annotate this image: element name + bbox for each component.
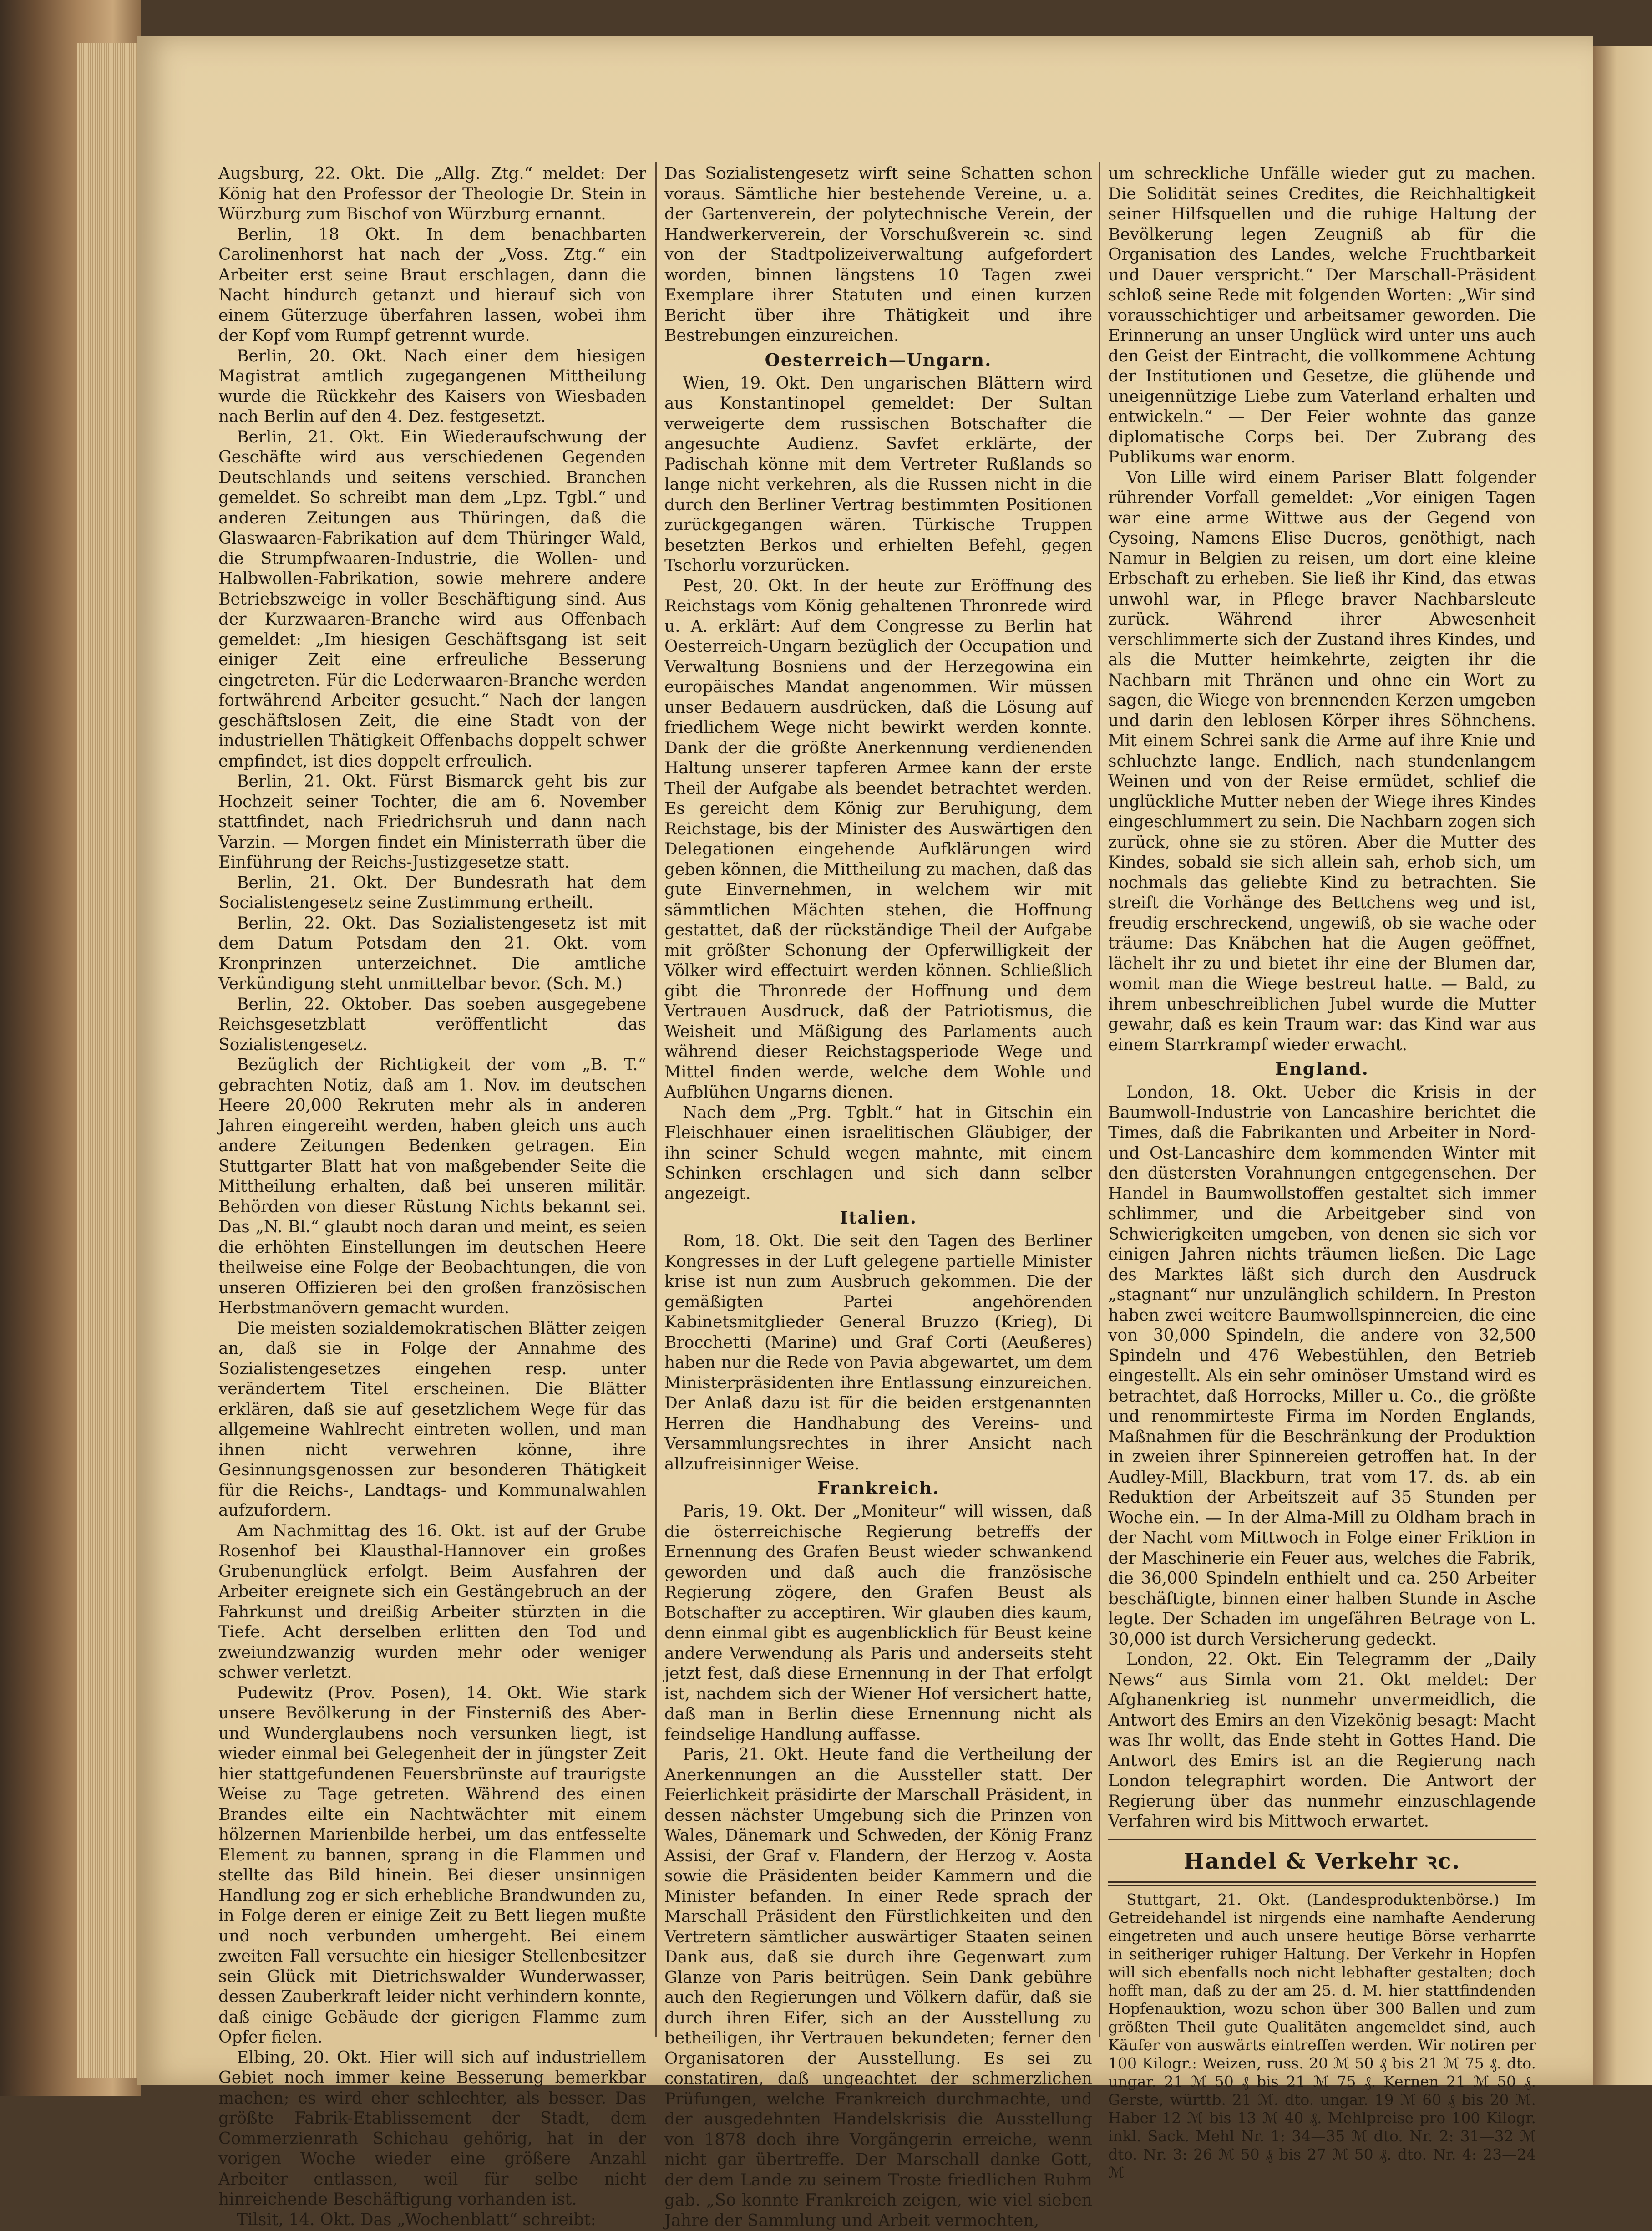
news-paragraph: Wien, 19. Okt. Den ungarischen Blättern wird aus Konstantinopel gemeldet: Der Sultan verweigerte dem russischen Botschafter die angesuchte Audienz. Savfet erklärte, der Padischah könne mit dem Vertreter Rußlands so lange nicht verkehren, als die Russen nicht in die durch den Berliner Vertrag bestimmten Positionen zurückgegangen wären. Türkische Truppen besetzten Berkos und erhielten Befehl, gegen Tschorlu vorzurücken. xyxy=(664,374,1092,575)
page-stack-edge xyxy=(77,43,141,2078)
news-paragraph: Berlin, 22. Oktober. Das soeben ausgegebene Reichsgesetzblatt veröffentlicht das Sozialistengesetz. xyxy=(218,995,646,1054)
news-paragraph: Berlin, 21. Okt. Ein Wiederaufschwung der Geschäfte wird aus verschiedenen Gegenden Deutschlands und seitens verschied. Branchen gemeldet. So schreibt man dem „Lpz. Tgbl.“ und anderen Zeitungen aus Thüringen, daß die Glaswaaren-Fabrikation auf dem Thüringer Wald, die Strumpfwaaren-Industrie, die Wollen- und Halbwollen-Fabrikation, sowie mehrere andere Betriebszweige in voller Beschäftigung sind. Aus der Kurzwaaren-Branche wird aus Offenbach gemeldet: „Im hiesigen Geschäftsgang ist seit einiger Zeit eine erfreuliche Besserung eingetreten. Für die Lederwaaren-Branche werden fortwährend Arbeiter gesucht.“ Nach der langen geschäftslosen Zeit, die eine Stadt von der industriellen Thätigkeit Offenbachs doppelt schwer empfindet, ist dies doppelt erfreulich. xyxy=(218,427,646,771)
news-paragraph: Paris, 19. Okt. Der „Moniteur“ will wissen, daß die österreichische Regierung betreffs der Ernennung des Grafen Beust wieder schwankend geworden und daß auch die französische Regierung zögere, den Grafen Beust als Botschafter zu acceptiren. Wir glauben dies kaum, denn einmal gibt es augenblicklich für Beust keine andere Verwendung als Paris und anderseits steht jetzt fest, daß diese Ernennung in der That erfolgt ist, nachdem sich der Wiener Hof versichert hatte, daß man in Berlin diese Ernennung nicht als feindselige Handlung auffasse. xyxy=(664,1502,1092,1744)
news-paragraph: Elbing, 20. Okt. Hier will sich auf industriellem Gebiet noch immer keine Besserung bemerkbar machen; es wird eher schlechter, als besser. Das größte Fabrik-Etablissement der Stadt, dem Commerzienrath Schichau gehörig, hat in der vorigen Woche wieder eine größere Anzahl Arbeiter entlassen, weil für selbe nicht hinreichende Beschäftigung vorhanden ist. xyxy=(218,2048,646,2209)
news-paragraph: Das Sozialistengesetz wirft seine Schatten schon voraus. Sämtliche hier bestehende Vereine, u. a. der Gartenverein, der polytechnische Verein, der Handwerkerverein, der Vorschußverein ꝛc. sind von der Stadtpolizeiverwaltung aufgefordert worden, binnen längstens 10 Tagen zwei Exemplare ihrer Statuten und einen kurzen Bericht über ihre Thätigkeit und ihre Bestrebungen einzureichen. xyxy=(664,164,1092,345)
news-paragraph: Pest, 20. Okt. In der heute zur Eröffnung des Reichstags vom König gehaltenen Thronrede wird u. A. erklärt: Auf dem Congresse zu Berlin hat Oesterreich-Ungarn bezüglich der Occupation und Verwaltung Bosniens und der Herzegowina ein europäisches Mandat angenommen. Wir müssen unser Bedauern ausdrücken, daß die Lösung auf friedlichem Wege nicht bewirkt werden konnte. Dank der die größte Anerkennung verdienenden Haltung unserer tapferen Armee kann der erste Theil der Aufgabe als beendet betrachtet werden. Es gereicht dem König zur Beruhigung, dem Reichstage, bis der Minister des Auswärtigen den Delegationen eingehende Aufklärungen wird geben können, die Mittheilung zu machen, daß das gute Einvernehmen, in welchem wir mit sämmtlichen Mächten stehen, die Hoffnung gestattet, daß der rückständige Theil der Aufgabe mit größter Schonung der Opferwilligkeit der Völker wird effectuirt werden können. Schließlich gibt die Thronrede der Hoffnung und dem Vertrauen Ausdruck, daß der Patriotismus, die Weisheit und Mäßigung des Parlaments auch während dieser Reichstagsperiode Wege und Mittel finden werde, welche dem Wohle und Aufblühen Ungarns dienen. xyxy=(664,576,1092,1102)
news-paragraph: Berlin, 21. Okt. Der Bundesrath hat dem Socialistengesetz seine Zustimmung ertheilt. xyxy=(218,873,646,912)
news-paragraph: Paris, 21. Okt. Heute fand die Vertheilung der Anerkennungen an die Aussteller statt. Der Feierlichkeit präsidirte der Marschall Präsident, in dessen nächster Umgebung sich die Prinzen von Wales, Dänemark und Schweden, der König Franz Assisi, der Graf v. Flandern, der Herzog v. Aosta sowie die Präsidenten beider Kammern und die Minister befanden. In einer Rede sprach der Marschall Präsident den Fürstlichkeiten und den Vertretern sämtlicher auswärtiger Staaten seinen Dank aus, daß sie durch ihre Gegenwart zum Glanze von Paris beitrügen. Sein Dank gebühre auch den Regierungen und Völkern dafür, daß sie durch ihren Eifer, sich an der Ausstellung zu betheiligen, ihr Vertrauen bekundeten; ferner den Organisatoren der Ausstellung. Es sei zu constatiren, daß ungeachtet der schmerzlichen Prüfungen, welche Frankreich durchmachte, und der ausgedehnten Handelskrisis die Ausstellung von 1878 doch ihre Vorgängerin erreiche, wenn nicht gar übertreffe. Der Marschall danke Gott, der dem Lande zu seinem Troste friedlichen Ruhm gab. „So konnte Frankreich zeigen, wie viel sieben Jahre der Sammlung und Arbeit vermochten, xyxy=(664,1745,1092,2230)
market-report: Stuttgart, 21. Okt. (Landesproduktenbörse.) Im Getreidehandel ist nirgends eine namhafte Aenderung eingetreten und auch unsere heutige Börse verharrte in seitheriger ruhiger Haltung. Der Verkehr in Hopfen will sich ebenfalls noch nicht lebhafter gestalten; doch hofft man, daß zu der am 25. d. M. hier stattfindenden Hopfenauktion, wozu schon über 300 Ballen und zum größten Theil gute Qualitäten angemeldet sind, auch Käufer von auswärts eintreffen werden. Wir notiren per 100 Kilogr.: Weizen, russ. 20 ℳ 50 ₰ bis 21 ℳ 75 ₰. dto. ungar. 21 ℳ 50 ₰ bis 21 ℳ 75 ₰. Kernen 21 ℳ 50 ₰. Gerste, württb. 21 ℳ. dto. ungar. 19 ℳ 60 ₰ bis 20 ℳ. Haber 12 ℳ bis 13 ℳ 40 ₰. Mehlpreise pro 100 Kilogr. inkl. Sack. Mehl Nr. 1: 34—35 ℳ dto. Nr. 2: 31—32 ℳ dto. Nr. 3: 26 ℳ 50 ₰ bis 27 ℳ 50 ₰. dto. Nr. 4: 23—24 ℳ xyxy=(1108,1890,1536,2181)
news-paragraph: London, 18. Okt. Ueber die Krisis in der Baumwoll-Industrie von Lancashire berichtet die Times, daß die Fabrikanten und Arbeiter in Nord- und Ost-Lancashire dem kommenden Winter mit den düstersten Vorahnungen entgegensehen. Der Handel in Baumwollstoffen gestaltet sich immer schlimmer, und die Arbeitgeber sind von Schwierigkeiten umgeben, von denen sie sich vor einigen Jahren nichts träumen ließen. Die Lage des Marktes läßt sich durch den Ausdruck „stagnant“ nur unzulänglich schildern. In Preston haben zwei weitere Baumwollspinnereien, die eine von 30,000 Spindeln, die andere von 32,500 Spindeln und 476 Webestühlen, den Betrieb eingestellt. Als ein sehr ominöser Umstand wird es betrachtet, daß Horrocks, Miller u. Co., die größte und renommirteste Firma im Norden Englands, Maßnahmen für die Beschränkung der Produktion in zweien ihrer Spinnereien getroffen hat. In der Audley-Mill, Blackburn, trat vom 17. ds. ab ein Reduktion der Arbeitszeit auf 35 Stunden per Woche ein. — In der Alma-Mill zu Oldham brach in der Nacht vom Mittwoch in Folge einer Friktion in der Maschinerie ein Feuer aus, welches die Fabrik, die 36,000 Spindeln enthielt und ca. 250 Arbeiter beschäftigte, binnen einer halben Stunde in Asche legte. Der Schaden im ungefähren Betrage von L. 30,000 ist durch Versicherung gedeckt. xyxy=(1108,1083,1536,1649)
section-heading: England. xyxy=(1275,1058,1369,1079)
news-paragraph: Berlin, 22. Okt. Das Sozialistengesetz ist mit dem Datum Potsdam den 21. Okt. vom Kronprinzen unterzeichnet. Die amtliche Verkündigung steht unmittelbar bevor. (Sch. M.) xyxy=(218,914,646,993)
news-paragraph: Tilsit, 14. Okt. Das „Wochenblatt“ schreibt: xyxy=(237,2210,596,2229)
column-rule xyxy=(655,162,657,2037)
news-paragraph: Pudewitz (Prov. Posen), 14. Okt. Wie stark unsere Bevölkerung in der Finsterniß des Aber- und Wunderglaubens noch versunken liegt, ist wieder einmal bei Gelegenheit der in jüngster Zeit hier stattgefundenen Feuersbrünste auf traurigste Weise zu Tage getreten. Während des einen Brandes eilte ein Nachtwächter mit einem hölzernen Marienbilde herbei, um das entfesselte Element zu bannen, sprang in die Flammen und stellte das Bild hinein. Bei dieser unsinnigen Handlung zog er sich erhebliche Brandwunden zu, in Folge deren er einige Zeit zu Bett liegen mußte und noch verbunden umhergeht. Bei einem zweiten Fall versuchte ein hiesiger Stellenbesitzer sein Glück mit Dietrichswalder Wunderwasser, dessen Zauberkraft leider nicht verhindern konnte, daß einige Gebäude der gierigen Flamme zum Opfer fielen. xyxy=(218,1683,646,2047)
section-heading: Italien. xyxy=(840,1207,917,1228)
column-rule xyxy=(1099,162,1100,2037)
facing-page-edge xyxy=(1593,46,1652,2085)
news-paragraph: Berlin, 18 Okt. In dem benachbarten Carolinenhorst hat nach der „Voss. Ztg.“ ein Arbeiter erst seine Braut erschlagen, dann die Nacht hindurch getanzt und hierauf sich von einem Güterzuge überfahren lassen, wobei ihm der Kopf vom Rumpf getrennt wurde. xyxy=(218,225,646,345)
news-paragraph: Berlin, 21. Okt. Fürst Bismarck geht bis zur Hochzeit seiner Tochter, die am 6. November stattfindet, nach Friedrichsruh und dann nach Varzin. — Morgen findet ein Ministerrath über die Einführung der Reichs-Justizgesetze statt. xyxy=(218,772,646,872)
news-paragraph: London, 22. Okt. Ein Telegramm der „Daily News“ aus Simla vom 21. Okt meldet: Der Afghanenkrieg ist nunmehr unvermeidlich, die Antwort des Emirs an den Vizekönig besagt: Macht was Ihr wollt, das Ende steht in Gottes Hand. Die Antwort des Emirs ist an die Regierung nach London telegraphirt worden. Die Antwort der Regierung über das nunmehr einzuschlagende Verfahren wird bis Mittwoch erwartet. xyxy=(1108,1650,1536,1831)
column-3 xyxy=(1108,164,1536,2181)
news-paragraph: Die meisten sozialdemokratischen Blätter zeigen an, daß sie in Folge der Annahme des Sozialistengesetzes eingehen resp. unter verändertem Titel erscheinen. Die Blätter erklären, daß sie auf gesetzlichem Wege für das allgemeine Wahlrecht eintreten wollen, und man ihnen nicht verwehren könne, ihre Gesinnungsgenossen zur besonderen Thätigkeit für die Reichs-, Landtags- und Kommunalwahlen aufzufordern. xyxy=(218,1319,646,1520)
news-paragraph: um schreckliche Unfälle wieder gut zu machen. Die Solidität seines Credites, die Reichhaltigkeit seiner Hilfsquellen und die ruhige Haltung der Bevölkerung legen Zeugniß ab für die Organisation des Landes, welche Fruchtbarkeit und Dauer verspricht.“ Der Marschall-Präsident schloß seine Rede mit folgenden Worten: „Wir sind vorausschichtiger und arbeitsamer geworden. Die Erinnerung an unser Unglück wird unter uns auch den Geist der Eintracht, die vollkommene Achtung der Institutionen und Gesetze, die glühende und uneigennützige Liebe zum Vaterland erhalten und entwickeln.“ — Der Feier wohnte das ganze diplomatische Corps bei. Der Zubrang des Publikums war enorm. xyxy=(1108,164,1536,467)
news-paragraph: Bezüglich der Richtigkeit der vom „B. T.“ gebrachten Notiz, daß am 1. Nov. im deutschen Heere 20,000 Rekruten mehr als in anderen Jahren eingereiht werden, haben gleich uns auch andere Zeitungen Bedenken getragen. Ein Stuttgarter Blatt hat von maßgebender Seite die Mittheilung erhalten, daß bei unseren militär. Behörden von dieser Rüstung Nichts bekannt sei. Das „N. Bl.“ glaubt noch daran und meint, es seien die erhöhten Einstellungen im deutschen Heere theilweise eine Folge der Beobachtungen, die von unseren Offizieren bei den großen französischen Herbstmanövern gemacht wurden. xyxy=(218,1056,646,1317)
news-paragraph: Berlin, 20. Okt. Nach einer dem hiesigen Magistrat amtlich zugegangenen Mittheilung wurde die Rückkehr des Kaisers von Wiesbaden nach Berlin auf den 4. Dez. festgesetzt. xyxy=(218,346,646,426)
news-paragraph: Augsburg, 22. Okt. Die „Allg. Ztg.“ meldet: Der König hat den Professor der Theologie Dr. Stein in Würzburg zum Bischof von Würzburg ernannt. xyxy=(218,164,646,224)
news-paragraph: Nach dem „Prg. Tgblt.“ hat in Gitschin ein Fleischhauer einen israelitischen Gläubiger, der ihn seiner Schuld wegen mahnte, mit einem Schinken erschlagen und sich dann selber angezeigt. xyxy=(664,1103,1092,1203)
news-paragraph: Von Lille wird einem Pariser Blatt folgender rührender Vorfall gemeldet: „Vor einigen Tagen war eine arme Wittwe aus der Gegend von Cysoing, Namens Elise Ducros, genöthigt, nach Namur in Belgien zu reisen, um dort eine kleine Erbschaft zu erheben. Sie ließ ihr Kind, das etwas unwohl war, in Pflege braver Nachbarsleute zurück. Während ihrer Abwesenheit verschlimmerte sich der Zustand ihres Kindes, und als die Mutter heimkehrte, zeigten ihr die Nachbarn mit Thränen und ohne ein Wort zu sagen, die Wiege von brennenden Kerzen umgeben und darin den leblosen Körper ihres Söhnchens. Mit einem Schrei sank die Arme auf ihre Knie und schluchzte lange. Endlich, nach stundenlangem Weinen und von der Reise ermüdet, schlief die unglückliche Mutter neben der Wiege ihres Kindes eingeschlummert zu sein. Die Nachbarn zogen sich zurück, ohne sie zu stören. Aber die Mutter des Kindes, sobald sie sich allein sah, erhob sich, um nochmals das geliebte Kind zu betrachten. Sie streift die Vorhänge des Bettchens weg und ist, freudig erschreckend, ungewiß, ob sie wache oder träume: Das Knäbchen hat die Augen geöffnet, lächelt ihr zu und bietet ihr eine der Blumen dar, womit man die Wiege bestreut hatte. — Bald, zu ihrem unbeschreiblichen Jubel wurde die Mutter gewahr, daß es kein Traum war: das Kind war aus einem Starrkrampf wieder erwacht. xyxy=(1108,468,1536,1054)
column-2 xyxy=(664,164,1092,2230)
column-1 xyxy=(218,164,646,2229)
section-divider xyxy=(1108,1839,1536,1843)
news-paragraph: Am Nachmittag des 16. Okt. ist auf der Grube Rosenhof bei Klausthal-Hannover ein großes Grubenunglück erfolgt. Beim Ausfahren der Arbeiter ereignete sich ein Gestängebruch an der Fahrkunst und dreißig Arbeiter stürzten in die Tiefe. Acht derselben erlitten den Tod und zweiundzwanzig wurden mehr oder weniger schwer verletzt. xyxy=(218,1521,646,1682)
news-paragraph: Rom, 18. Okt. Die seit den Tagen des Berliner Kongresses in der Luft gelegene partielle Minister krise ist nun zum Ausbruch gekommen. Die der gemäßigten Partei angehörenden Kabinetsmitglieder General Bruzzo (Krieg), Di Brocchetti (Marine) und Graf Corti (Aeußeres) haben nur die Rede von Pavia abgewartet, um dem Ministerpräsidenten ihre Entlassung einzureichen. Der Anlaß dazu ist für die beiden erstgenannten Herren die Handhabung des Vereins- und Versammlungsrechtes in ihrer Ansicht nach allzufreisinniger Weise. xyxy=(664,1232,1092,1474)
section-title: Handel & Verkehr ꝛc. xyxy=(1183,1848,1461,1874)
section-divider xyxy=(1108,1881,1536,1886)
section-heading: Frankreich. xyxy=(817,1478,940,1498)
section-heading: Oesterreich—Ungarn. xyxy=(765,349,992,370)
